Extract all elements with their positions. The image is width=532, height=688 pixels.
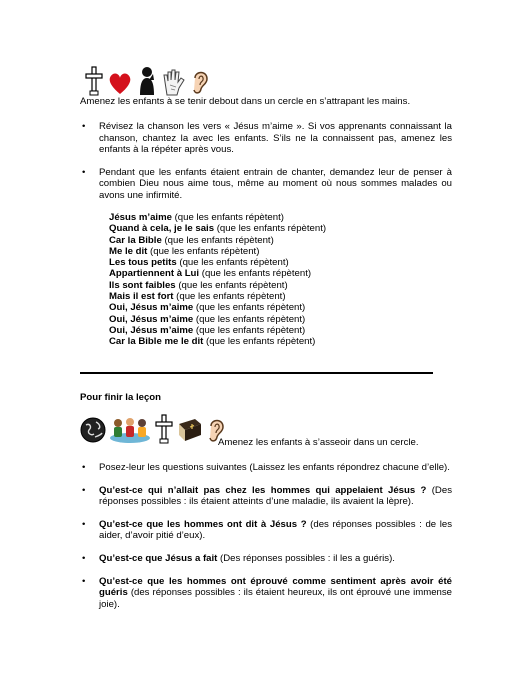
lyric-line: Jésus m’aime (que les enfants répètent) — [109, 212, 284, 223]
lyric-line: Mais il est fort (que les enfants répètent) — [109, 291, 286, 303]
list-item: • Qu’est-ce que les hommes ont dit à Jésus ? (des réponses possibles : de les aider, d’avoir pitié d’eux). — [80, 519, 452, 542]
list-item: • Posez-leur les questions suivantes (Laissez les enfants répondrez chacune d’elle). — [80, 462, 452, 474]
children-group-icon — [109, 416, 151, 444]
lyric-line: Car la Bible (que les enfants répètent) — [109, 234, 274, 246]
praying-child-icon — [136, 66, 158, 96]
bible-icon — [177, 416, 203, 444]
section1-bullets — [80, 121, 452, 202]
list-item: • Qu’est-ce qui n’allait pas chez les hommes qui appelaient Jésus ? (Des réponses possibles : ils étaient atteints d’une maladie, ils avaient la lèpre). — [80, 485, 452, 508]
section2-intro: Amenez les enfants à s’asseoir dans un cercle. — [218, 437, 419, 448]
icon-row-2 — [80, 414, 226, 444]
icon-row-1 — [84, 66, 210, 96]
list-item: • Révisez la chanson les vers « Jésus m’aime ». Si vos apprenants connaissant la chanson, chantez la avec les enfants. S’ils ne la connaissent pas, amenez les enfants à la répéter après vous. — [80, 121, 452, 156]
lyric-line: Oui, Jésus m’aime (que les enfants répètent) — [109, 302, 306, 314]
cross-icon — [84, 66, 104, 96]
globe-icon — [80, 416, 106, 444]
lyric-line: Appartiennent à Lui (que les enfants répètent) — [109, 268, 312, 280]
lyric-line: Les tous petits (que les enfants répètent) — [109, 257, 289, 269]
lyric-line: Me le dit (que les enfants répètent) — [109, 245, 260, 257]
song-lyrics — [109, 212, 326, 348]
section2-heading: Pour finir la leçon — [80, 392, 162, 403]
heart-icon — [107, 72, 133, 96]
list-item: • Qu’est-ce que les hommes ont éprouvé comme sentiment après avoir été guéris (des réponses possibles : ils étaient heureux, ils ont éprouvé une immense joie). — [80, 576, 452, 611]
section-divider — [80, 372, 433, 374]
section1-intro: Amenez les enfants à se tenir debout dans un cercle en s’attrapant les mains. — [80, 96, 411, 107]
list-item: • Pendant que les enfants étaient entrain de chanter, demandez leur de penser à combien Dieu nous aime tous, même au moment où nous sommes malades ou avons une infirmité. — [80, 167, 452, 202]
lyric-line: Oui, Jésus m’aime (que les enfants répètent) — [109, 324, 306, 336]
hand-icon — [161, 68, 187, 96]
section2-bullets — [80, 462, 452, 610]
lyric-line: Ils sont faibles (que les enfants répètent) — [109, 279, 288, 291]
lyric-line: Car la Bible me le dit (que les enfants répètent) — [109, 336, 316, 348]
lyric-line: Oui, Jésus m’aime (que les enfants répètent) — [109, 313, 306, 325]
ear-icon — [190, 68, 210, 96]
cross-icon — [154, 414, 174, 444]
lyric-line: Quand à cela, je le sais (que les enfants répètent) — [109, 223, 327, 235]
list-item: • Qu’est-ce que Jésus a fait (Des réponses possibles : il les a guéris). — [80, 553, 452, 565]
